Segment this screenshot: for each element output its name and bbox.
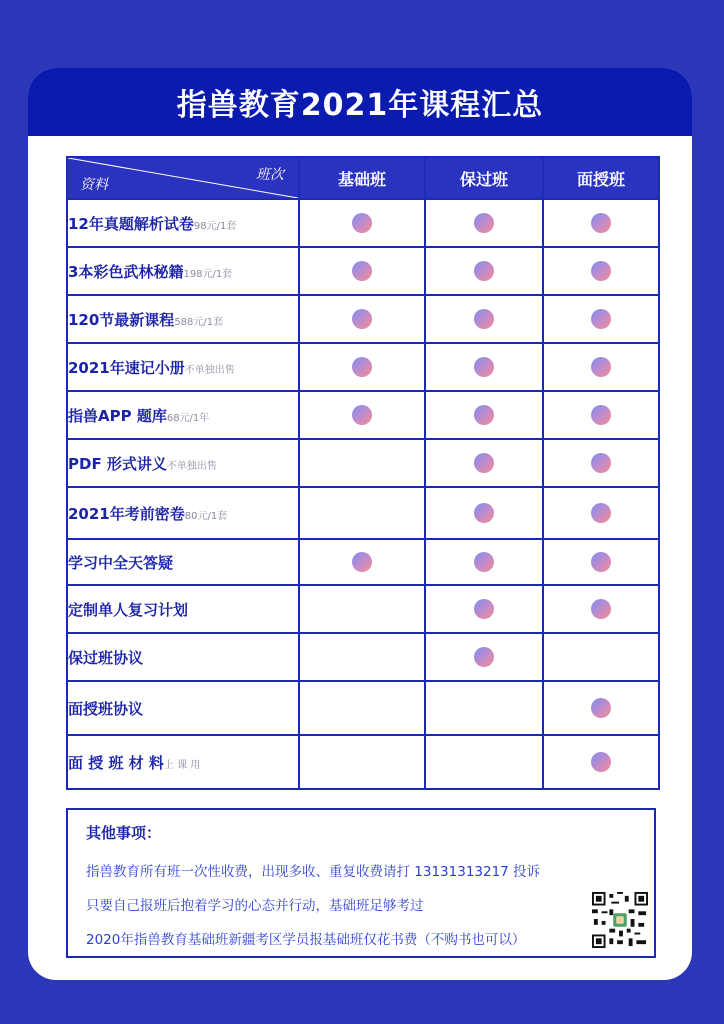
- included-dot-icon: [474, 261, 494, 281]
- row-label-note: 80元/1套: [184, 510, 228, 522]
- table-cell: [299, 199, 425, 247]
- table-row: [67, 681, 659, 735]
- notes-line: 2020年指兽教育基础班新疆考区学员报基础班仅花书费（不购书也可以）: [86, 932, 526, 948]
- corner-label-material: 资料: [80, 177, 108, 193]
- row-label: [67, 539, 299, 585]
- included-dot-icon: [474, 357, 494, 377]
- included-dot-icon: [591, 552, 611, 572]
- row-label-note: 98元/1套: [193, 220, 237, 232]
- notes-line: 只要自己报班后抱着学习的心态并行动，基础班足够考过: [86, 898, 424, 914]
- table-cell: [425, 295, 543, 343]
- row-label-note: 不单独出售: [166, 460, 217, 472]
- corner-label-class: 班次: [256, 167, 284, 183]
- row-label-text: 12年真题解析试卷: [68, 214, 194, 233]
- included-dot-icon: [474, 503, 494, 523]
- row-label: [67, 585, 299, 633]
- included-dot-icon: [352, 213, 372, 233]
- course-table: [66, 156, 660, 790]
- table-cell: [299, 295, 425, 343]
- included-dot-icon: [352, 261, 372, 281]
- table-cell: [299, 585, 425, 633]
- included-dot-icon: [591, 405, 611, 425]
- table-cell: [425, 585, 543, 633]
- table-cell: [425, 247, 543, 295]
- table-cell: [543, 439, 659, 487]
- included-dot-icon: [352, 309, 372, 329]
- row-label-note: 不单独出售: [184, 364, 235, 376]
- table-row: [67, 487, 659, 539]
- included-dot-icon: [474, 647, 494, 667]
- column-header-inperson: 面授班: [543, 157, 659, 199]
- row-label: [67, 439, 299, 487]
- table-row: [67, 539, 659, 585]
- row-label-text: 定制单人复习计划: [68, 600, 189, 619]
- table-cell: [543, 247, 659, 295]
- row-label: [67, 681, 299, 735]
- table-cell: [425, 391, 543, 439]
- row-label-text: 2021年速记小册: [68, 358, 185, 377]
- table-row: [67, 439, 659, 487]
- included-dot-icon: [474, 213, 494, 233]
- included-dot-icon: [352, 552, 372, 572]
- included-dot-icon: [591, 261, 611, 281]
- table-cell: [299, 391, 425, 439]
- table-cell: [299, 439, 425, 487]
- table-row: [67, 585, 659, 633]
- table-cell: [543, 487, 659, 539]
- included-dot-icon: [591, 698, 611, 718]
- included-dot-icon: [591, 213, 611, 233]
- included-dot-icon: [352, 405, 372, 425]
- row-label-text: 指兽APP 题库: [68, 406, 167, 425]
- included-dot-icon: [591, 599, 611, 619]
- row-label-text: 120节最新课程: [68, 310, 175, 329]
- table-row: [67, 735, 659, 789]
- row-label-text: 面 授 班 材 料: [68, 753, 164, 772]
- row-label: [67, 343, 299, 391]
- table-cell: [425, 735, 543, 789]
- table-cell: [299, 539, 425, 585]
- table-row: [67, 633, 659, 681]
- included-dot-icon: [474, 552, 494, 572]
- summary-card: [28, 68, 692, 980]
- included-dot-icon: [474, 309, 494, 329]
- row-label-text: 学习中全天答疑: [68, 553, 174, 572]
- table-row: [67, 295, 659, 343]
- row-label-text: 保过班协议: [68, 648, 144, 667]
- notes-title: 其他事项：: [86, 824, 162, 842]
- table-row: [67, 391, 659, 439]
- row-label-text: 面授班协议: [68, 699, 144, 718]
- table-cell: [543, 199, 659, 247]
- table-cell: [425, 439, 543, 487]
- row-label-note: 68元/1年: [166, 412, 210, 424]
- qr-code-icon: [592, 892, 648, 948]
- row-label: [67, 247, 299, 295]
- row-label: [67, 391, 299, 439]
- table-cell: [425, 681, 543, 735]
- table-cell: [299, 343, 425, 391]
- row-label: [67, 199, 299, 247]
- table-cell: [425, 633, 543, 681]
- row-label: [67, 295, 299, 343]
- included-dot-icon: [474, 599, 494, 619]
- row-label-note: 上 课 用: [163, 759, 201, 771]
- table-cell: [543, 343, 659, 391]
- table-cell: [425, 199, 543, 247]
- row-label-note: 198元/1套: [183, 268, 233, 280]
- row-label: [67, 487, 299, 539]
- table-cell: [543, 391, 659, 439]
- table-row: [67, 343, 659, 391]
- included-dot-icon: [591, 357, 611, 377]
- row-label: [67, 633, 299, 681]
- table-row: [67, 247, 659, 295]
- row-label-text: PDF 形式讲义: [68, 454, 167, 473]
- other-notes: [66, 808, 656, 958]
- table-cell: [543, 585, 659, 633]
- table-corner-header: [67, 157, 299, 199]
- included-dot-icon: [591, 453, 611, 473]
- table-cell: [543, 681, 659, 735]
- page-title: 指兽教育2021年课程汇总: [28, 68, 692, 136]
- column-header-basic: 基础班: [299, 157, 425, 199]
- row-label-note: 588元/1套: [174, 316, 224, 328]
- table-cell: [425, 487, 543, 539]
- included-dot-icon: [352, 357, 372, 377]
- row-label: [67, 735, 299, 789]
- table-cell: [543, 539, 659, 585]
- table-cell: [299, 487, 425, 539]
- included-dot-icon: [474, 405, 494, 425]
- table-cell: [543, 735, 659, 789]
- included-dot-icon: [474, 453, 494, 473]
- table-cell: [543, 295, 659, 343]
- table-cell: [299, 633, 425, 681]
- table-cell: [299, 735, 425, 789]
- table-cell: [543, 633, 659, 681]
- included-dot-icon: [591, 752, 611, 772]
- column-header-guarantee: 保过班: [425, 157, 543, 199]
- table-cell: [425, 343, 543, 391]
- table-cell: [299, 681, 425, 735]
- row-label-text: 3本彩色武林秘籍: [68, 262, 184, 281]
- table-cell: [299, 247, 425, 295]
- table-row: [67, 199, 659, 247]
- notes-line: 指兽教育所有班一次性收费，出现多收、重复收费请打 13131313217 投诉: [86, 864, 541, 880]
- row-label-text: 2021年考前密卷: [68, 504, 185, 523]
- table-cell: [425, 539, 543, 585]
- included-dot-icon: [591, 503, 611, 523]
- included-dot-icon: [591, 309, 611, 329]
